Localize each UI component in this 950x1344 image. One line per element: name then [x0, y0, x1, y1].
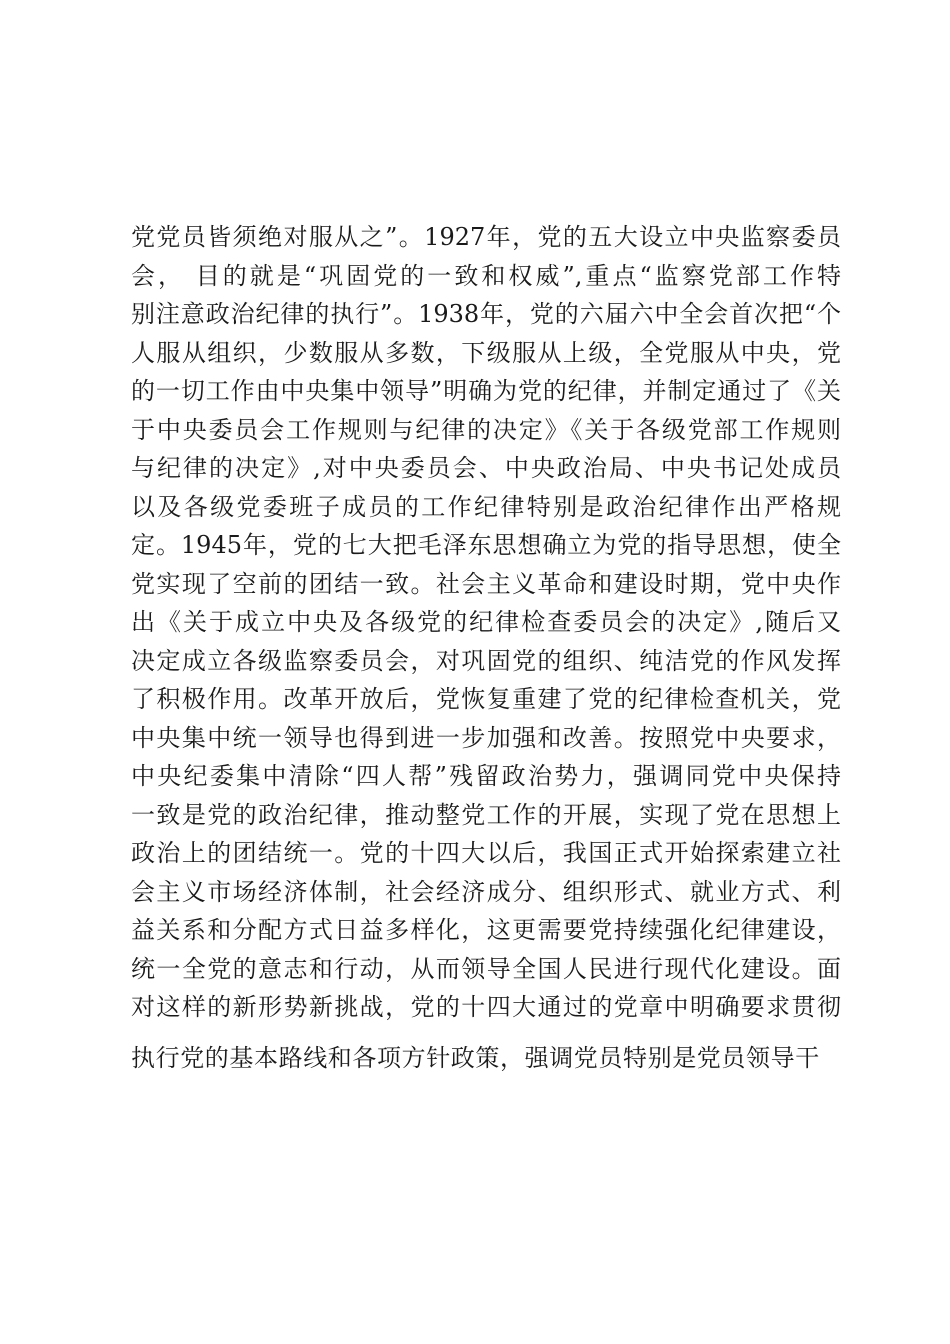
text-line: 以及各级党委班子成员的工作纪律特别是政治纪律作出严格规	[131, 492, 841, 521]
text-line: 中央纪委集中清除“四人帮”残留政治势力，强调同党中央保持	[131, 762, 841, 790]
text-line: 别注意政治纪律的执行”。1938年，党的六届六中全会首次把“个	[131, 300, 841, 328]
text-line: 人服从组织，少数服从多数，下级服从上级，全党服从中央，党	[131, 338, 841, 367]
text-line: 统一全党的意志和行动，从而领导全国人民进行现代化建设。面	[131, 954, 841, 983]
body-paragraph	[131, 218, 841, 1077]
text-line: 对这样的新形势新挑战，党的十四大通过的党章中明确要求贯彻	[131, 993, 841, 1021]
text-line: 中央集中统一领导也得到进一步加强和改善。按照党中央要求，	[131, 723, 841, 752]
text-line: 决定成立各级监察委员会，对巩固党的组织、纯洁党的作风发挥	[131, 646, 841, 675]
text-line: 定。1945年，党的七大把毛泽东思想确立为党的指导思想，使全	[131, 531, 841, 559]
text-line: 执行党的基本路线和各项方针政策，强调党员特别是党员领导干	[131, 1043, 820, 1072]
text-line: 出《关于成立中央及各级党的纪律检查委员会的决定》,随后又	[131, 608, 841, 636]
text-line: 会， 目的就是“巩固党的一致和权威”,重点“监察党部工作特	[131, 261, 841, 290]
text-line: 的一切工作由中央集中领导”明确为党的纪律，并制定通过了《关	[131, 377, 841, 405]
text-line: 与纪律的决定》,对中央委员会、中央政治局、中央书记处成员	[131, 454, 841, 482]
text-line: 益关系和分配方式日益多样化，这更需要党持续强化纪律建设，	[131, 916, 841, 944]
text-line: 会主义市场经济体制，社会经济成分、组织形式、就业方式、利	[131, 877, 841, 906]
text-line: 政治上的团结统一。党的十四大以后，我国正式开始探索建立社	[131, 839, 841, 867]
text-line: 党党员皆须绝对服从之”。1927年，党的五大设立中央监察委员	[131, 223, 841, 251]
text-line: 于中央委员会工作规则与纪律的决定》《关于各级党部工作规则	[131, 415, 841, 444]
text-line: 党实现了空前的团结一致。社会主义革命和建设时期，党中央作	[131, 569, 841, 598]
text-line: 一致是党的政治纪律，推动整党工作的开展，实现了党在思想上	[131, 800, 841, 829]
text-line: 了积极作用。改革开放后，党恢复重建了党的纪律检查机关，党	[131, 685, 841, 713]
